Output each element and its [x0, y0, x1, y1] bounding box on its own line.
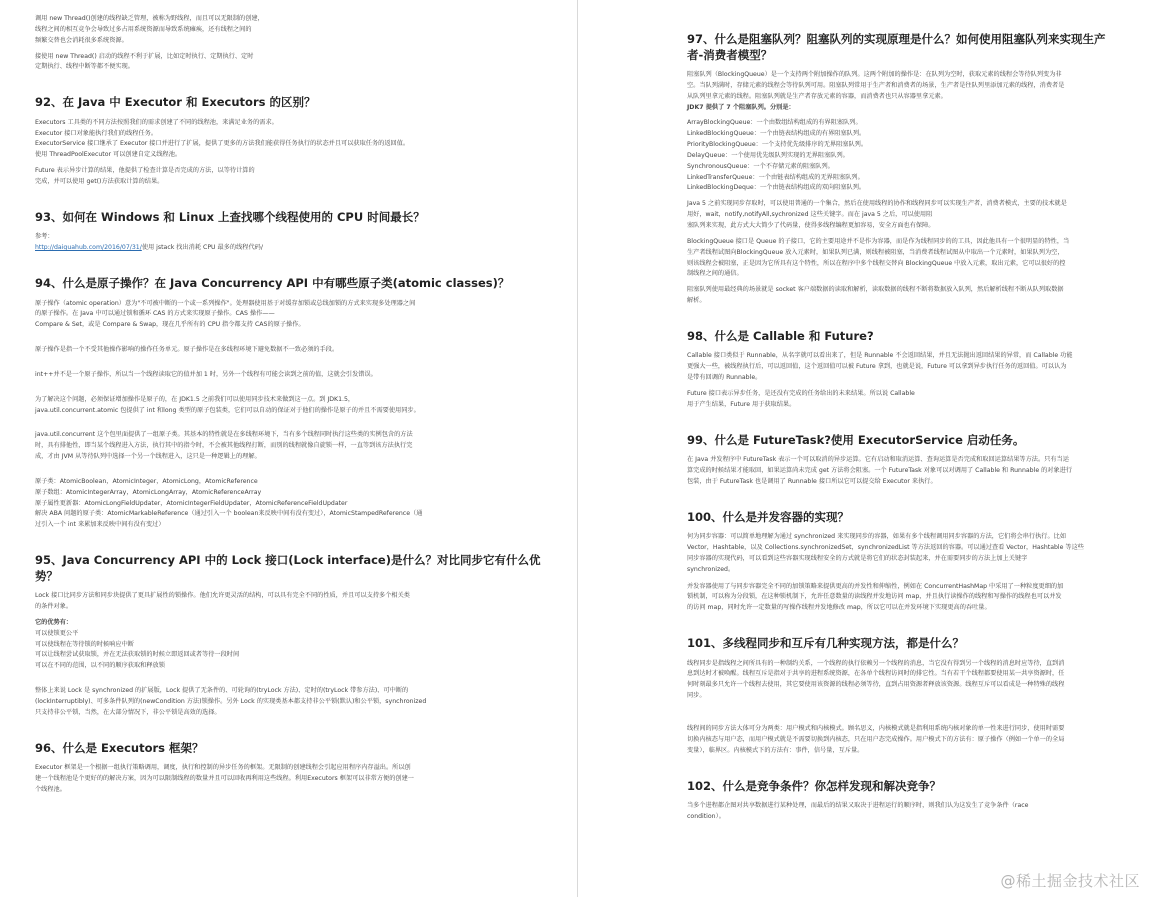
question-97-title: 97、什么是阻塞队列？阻塞队列的实现原理是什么？如何使用阻塞队列来实现生产者-消费者模型？	[687, 32, 1106, 62]
paragraph-line: 过引入一个 int 来累加来反映中间有没有变过）	[35, 521, 165, 529]
paragraph-line: 时，具有排他性，即当某个线程进入方法，执行其中的指令时，不会被其他线程打断，而别的线程就像自旋锁一样，一直等到该方法执行完	[35, 442, 413, 450]
paragraph-line: 原子数组：AtomicIntegerArray，AtomicLongArray，AtomicReferenceArray	[35, 488, 262, 496]
queue-item: LinkedTransferQueue：一个由链表结构组成的无界阻塞队列。	[687, 173, 864, 181]
intro-line: 线程之间的相互竞争会导致过多占用系统资源而导致系统瘫痪，还有线程之间的	[35, 25, 252, 33]
paragraph-line: ExecutorService 接口继承了 Executor 接口并进行了扩展，提供了更多的方法我们能获得任务执行的状态并且可以获取任务的返回值。	[35, 140, 410, 148]
paragraph-line: 则该线程会被阻塞，正是因为它所具有这个特性，所以在程序中多个线程交替向 BlockingQueue 中放入元素，取出元素，它可以很好的控	[687, 259, 1066, 267]
paragraph-line: Executor 框架是一个根据一组执行策略调用，调度，执行和控制的异步任务的框架。无限制的创建线程会引起应用程序内存溢出。所以创	[35, 764, 411, 772]
paragraph-line: condition）。	[687, 812, 725, 820]
paragraph-line: 解决 ABA 问题的原子类：AtomicMarkableReference（通过引入一个 boolean来反映中间有没有变过），AtomicStampedReference（通	[35, 510, 423, 518]
paragraph-line: 线程同步是指线程之间所具有的一种制约关系，一个线程的执行依赖另一个线程的消息，当它没有得到另一个线程的消息时应等待，直到消	[687, 659, 1065, 667]
paragraph-line: 当多个进程都企图对共享数据进行某种处理，而最后的结果又取决于进程运行的顺序时，则我们认为这发生了竞争条件（race	[687, 802, 1029, 810]
paragraph-line: 建一个线程池是个更好的的解决方案，因为可以限制线程的数量并且可以回收再利用这些线程。利用Executors 框架可以非常方便的创建一	[35, 775, 414, 782]
paragraph-line: 线程间的同步方法大体可分为两类：用户模式和内核模式。顾名思义，内核模式就是指利用系统内核对象的单一性来进行同步，使用时需要	[687, 725, 1065, 732]
intro-line: 接使用 new Thread() 启动的线程不利于扩展，比如定时执行、定期执行、定时	[35, 52, 254, 60]
right-page	[579, 0, 1150, 897]
paragraph-line: 算完成的时候结果才能取回，如果运算尚未完成 get 方法将会阻塞。一个 FutureTask 对象可以对调用了 Callable 和 Runnable 的对象进行	[687, 467, 1073, 474]
paragraph-line: int++并不是一个原子操作，所以当一个线程读取它的值并加 1 时，另外一个线程有可能会读到之前的值，这就会引发错误。	[35, 370, 377, 378]
advantage-item: 可以在不同的范围，以不同的顺序获取和释放锁	[35, 662, 165, 670]
paragraph-line: 从队列里拿元素的线程。阻塞队列就是生产者存放元素的容器，而消费者也只从容器里拿元素。	[687, 92, 947, 100]
queue-item: ArrayBlockingQueue：一个由数组结构组成的有界阻塞队列。	[687, 119, 862, 127]
paragraph-line: 塞队列来实现，此方式大大简少了代码量，使得多线程编程更加容易，安全方面也有保障。	[687, 222, 935, 229]
paragraph-line: 的访问 map，同时允许一定数量的写操作线程并发地修改 map，所以它可以在并发环境下实现更高的吞吐量。	[687, 604, 991, 612]
paragraph-line: 并发容器使用了与同步容器完全不同的加锁策略来提供更高的并发性和伸缩性，例如在 ConcurrentHashMap 中采用了一种粒度更细的加	[687, 582, 1064, 590]
paragraph-line: 原子属性更新器：AtomicLongFieldUpdater，AtomicIntegerFieldUpdater，AtomicReferenceFieldUpdater	[35, 499, 348, 507]
question-97	[687, 32, 1112, 307]
queue-item: LinkedBlockingQueue：一个由链表结构组成的有界阻塞队列。	[687, 130, 866, 138]
question-96-title: 96、什么是 Executors 框架？	[35, 740, 204, 755]
question-94	[35, 276, 555, 531]
paragraph-line: java.util.concurrent 这个包里面提供了一组原子类。其基本的特性就是在多线程环境下，当有多个线程同时执行这些类的实例包含的方法	[35, 431, 413, 439]
question-99	[687, 433, 1112, 488]
question-93	[35, 210, 555, 254]
question-100-title: 100、什么是并发容器的实现？	[687, 509, 850, 524]
queue-item: PriorityBlockingQueue：一个支持优先级排序的无界阻塞队列。	[687, 141, 868, 149]
paragraph-line: 只支持非公平锁，当然，在大部分情况下，非公平锁是高效的选择。	[35, 708, 221, 716]
paragraph-line: 为了解决这个问题，必须保证增加操作是原子的，在 JDK1.5 之前我们可以使用同步技术来做到这一点。到 JDK1.5，	[35, 395, 355, 403]
paragraph-line: Executor 接口对象能执行我们的线程任务。	[35, 129, 158, 137]
paragraph-line: (lockInterruptibly)、可多条件队列的(newCondition 方法)锁操作。另外 Lock 的实现类基本都支持非公平锁(默认)和公平锁，synchronized	[35, 697, 427, 705]
queue-item: SynchronousQueue：一个不存储元素的阻塞队列。	[687, 162, 834, 170]
paragraph-line: Java 5 之前实现同步存取时，可以使用普通的一个集合，然后在使用线程的协作和线程同步可以实现生产者，消费者模式，主要的技术就是	[687, 200, 1067, 208]
paragraph-line: Future 表示异步计算的结果，他提供了检查计算是否完成的方法，以等待计算的	[35, 167, 255, 175]
question-101	[687, 636, 1112, 756]
paragraph-line: 锁机制，可以称为分段锁，在这种锁机制下，允许任意数量的读线程并发地访问 map，并且执行读操作的线程和写操作的线程也可以并发	[687, 593, 1062, 601]
paragraph-line: 变量），临界区。内核模式下的方法有：事件，信号量，互斥量。	[687, 746, 864, 754]
advantage-item: 可以使锁更公平	[35, 629, 79, 637]
reference-label: 参考：	[35, 233, 54, 241]
paragraph-line: 更强大一些，被线程执行后，可以返回值，这个返回值可以被 Future 拿到，也就是说，Future 可以拿到异步执行任务的返回值。可以认为	[687, 363, 1067, 371]
paragraph-line: 在 Java 并发程序中 FutureTask 表示一个可以取消的异步运算。它有启动和取消运算、查询运算是否完成和取回运算结果等方法。只有当运	[687, 456, 1069, 464]
paragraph-line: 包装，由于 FutureTask 也是调用了 Runnable 接口所以它可以提交给 Executor 来执行。	[687, 477, 937, 485]
paragraph-line: 整体上来说 Lock 是 synchronized 的扩展版，Lock 提供了无条件的、可轮询的(tryLock 方法)、定时的(tryLock 带参方法)、可中断的	[35, 687, 409, 695]
paragraph-line: synchronized。	[687, 565, 735, 573]
paragraph-line: 何为同步容器：可以简单地理解为通过 synchronized 来实现同步的容器，如果有多个线程调用同步容器的方法，它们将会串行执行。比如	[687, 533, 1067, 541]
advantages-title: 它的优势有：	[35, 618, 73, 626]
paragraph-line: 完成，并可以使用 get()方法获取计算的结果。	[35, 177, 164, 185]
paragraph-line: 用好，wait，notify,notifyAll,sychronized 这些关键字。而在 java 5 之后，可以使用阻	[687, 211, 933, 219]
advantage-item: 可以使线程在等待锁的时候响应中断	[35, 640, 134, 648]
question-93-title: 93、如何在 Windows 和 Linux 上查找哪个线程使用的 CPU 时间最长？	[35, 209, 425, 224]
paragraph-line: Callable 接口类似于 Runnable，从名字就可以看出来了，但是 Runnable 不会返回结果，并且无法抛出返回结果的异常，而 Callable 功能	[687, 352, 1073, 360]
advantage-item: 可以让线程尝试获取锁，并在无法获取锁的时候立即返回或者等待一段时间	[35, 651, 240, 659]
paragraph-line: Vector，Hashtable，以及 Collections.synchronizedSet，synchronizedList 等方法返回的容器。可以通过查看 Vector，Hashtable 等这些	[687, 544, 1084, 552]
paragraph-line: 何时刻最多只允许一个线程去使用，其它要使用该资源的线程必须等待，直到占用资源者释放该资源。线程互斥可以看成是一种特殊的线程	[687, 681, 1065, 689]
paragraph-line: 原子操作（atomic operation）意为"不可被中断的一个或一系列操作"。处理器使用基于对缓存加锁或总线加锁的方式来实现多处理器之间	[35, 299, 416, 307]
paragraph-line: java.util.concurrent.atomic 包提供了 int 和long 类型的原子包装类，它们可以自动的保证对于他们的操作是原子的并且不需要使用同步。	[35, 406, 420, 414]
paragraph-line: 用于产生结果，Future 用于获取结果。	[687, 400, 796, 408]
queue-item: LinkedBlockingDeque：一个由链表结构组成的双向阻塞队列。	[687, 184, 866, 192]
paragraph-line: 阻塞队列（BlockingQueue）是一个支持两个附加操作的队列。这两个附加的操作是：在队列为空时，获取元素的线程会等待队列变为非	[687, 71, 1062, 79]
paragraph-line: 原子类：AtomicBoolean，AtomicInteger，AtomicLong，AtomicReference	[35, 477, 258, 485]
paragraph-line: 的原子操作。在 Java 中可以通过锁和循环 CAS 的方式来实现原子操作。CAS 操作——	[35, 310, 275, 318]
question-100	[687, 510, 1112, 614]
paragraph-line: Compare & Set，或是 Compare & Swap，现在几乎所有的 CPU 指令都支持 CAS的原子操作。	[35, 321, 305, 329]
paragraph-line: 切换内核态与用户态，而用户模式就是不需要切换到内核态，只在用户态完成操作。用户模式下的方法有：原子操作（例如一个单一的全局	[687, 735, 1065, 743]
intro-line: 频繁交替也会消耗很多系统资源。	[35, 36, 128, 44]
paragraph-line: 使用 ThreadPoolExecutor 可以创建自定义线程池。	[35, 151, 182, 159]
question-99-title: 99、什么是 FutureTask?使用 ExecutorService 启动任务。	[687, 432, 1025, 447]
paragraph-line: 个线程池。	[35, 785, 66, 793]
question-102-title: 102、什么是竞争条件？你怎样发现和解决竞争？	[687, 778, 942, 793]
queue-item: DelayQueue：一个使用优先级队列实现的无界阻塞队列。	[687, 151, 849, 159]
paragraph-line: 同步。	[687, 692, 706, 700]
paragraph-line: 是带有回调的 Runnable。	[687, 374, 762, 382]
intro-section	[35, 14, 555, 73]
paragraph-line: 制线程之间的通信。	[687, 270, 743, 278]
question-92	[35, 95, 555, 188]
question-95	[35, 553, 555, 718]
paragraph-line: 的条件对象。	[35, 603, 73, 611]
question-102	[687, 779, 1112, 823]
paragraph-line: Future 接口表示异步任务，是还没有完成的任务给出的未来结果。所以说 Callable	[687, 389, 915, 397]
reference-link[interactable]: http://daiguahub.com/2016/07/31/	[35, 244, 142, 252]
jdk-queues-title: JDK7 提供了 7 个阻塞队列。分别是：	[687, 103, 795, 111]
reference-text: 使用 jstack 找出消耗 CPU 最多的线程代码/	[141, 244, 263, 252]
intro-line: 定期执行、线程中断等都不便实现。	[35, 63, 134, 71]
question-101-title: 101、多线程同步和互斥有几种实现方法，都是什么？	[687, 636, 965, 651]
watermark: @稀土掘金技术社区	[1000, 872, 1140, 890]
paragraph-line: 阻塞队列使用最经典的场景就是 socket 客户端数据的读取和解析，读取数据的线程不断将数据放入队列，然后解析线程不断从队列取数据	[687, 286, 1064, 294]
paragraph-line: 息到达时才被唤醒。线程互斥是指对于共享的进程系统资源，在各单个线程访问时的排它性。当有若干个线程都要使用某一共享资源时，任	[687, 670, 1065, 678]
paragraph-line: 原子操作是指一个不受其他操作影响的操作任务单元。原子操作是在多线程环境下避免数据不一致必须的手段。	[35, 346, 339, 354]
paragraph-line: BlockingQueue 接口是 Queue 的子接口，它的主要用途并不是作为容器，而是作为线程同步的的工具，因此他具有一个很明显的特性，当	[687, 237, 1070, 245]
paragraph-line: 成，才由 JVM 从等待队列中选择一个另一个线程进入，这只是一种逻辑上的理解。	[35, 453, 261, 461]
intro-line: 调用 new Thread()创建的线程缺乏管理，被称为野线程，而且可以无限制的创建，	[35, 15, 264, 22]
paragraph-line: Lock 接口比同步方法和同步块提供了更具扩展性的锁操作。他们允许更灵活的结构，可以具有完全不同的性质，并且可以支持多个相关类	[35, 592, 410, 600]
question-92-title: 92、在 Java 中 Executor 和 Executors 的区别？	[35, 95, 316, 110]
question-98-title: 98、什么是 Callable 和 Future?	[687, 328, 874, 343]
paragraph-line: 生产者线程试图向BlockingQueue 放入元素时，如果队列已满，则线程被阻塞，当消费者线程试图从中取出一个元素时，如果队列为空，	[687, 248, 1064, 256]
paragraph-line: 同步容器的实现代码，可以看到这些容器实现线程安全的方式就是将它们的状态封装起来，并在需要同步的方法上加上关键字	[687, 554, 1028, 562]
paragraph-line: 解析。	[687, 297, 706, 305]
question-94-title: 94、什么是原子操作？在 Java Concurrency API 中有哪些原子类(atomic classes)？	[35, 276, 510, 290]
question-98	[687, 329, 1112, 411]
question-95-title: 95、Java Concurrency API 中的 Lock 接口(Lock interface)是什么？对比同步它有什么优势？	[35, 553, 541, 583]
paragraph-line: Executors 工具类的不同方法按照我们的需求创建了不同的线程池，来满足业务的需求。	[35, 118, 278, 126]
question-96	[35, 741, 555, 796]
reference-line	[35, 243, 555, 254]
paragraph-line: 空。当队列满时，存储元素的线程会等待队列可用。阻塞队列常用于生产者和消费者的场景，生产者是往队列里添加元素的线程，消费者是	[687, 81, 1065, 89]
